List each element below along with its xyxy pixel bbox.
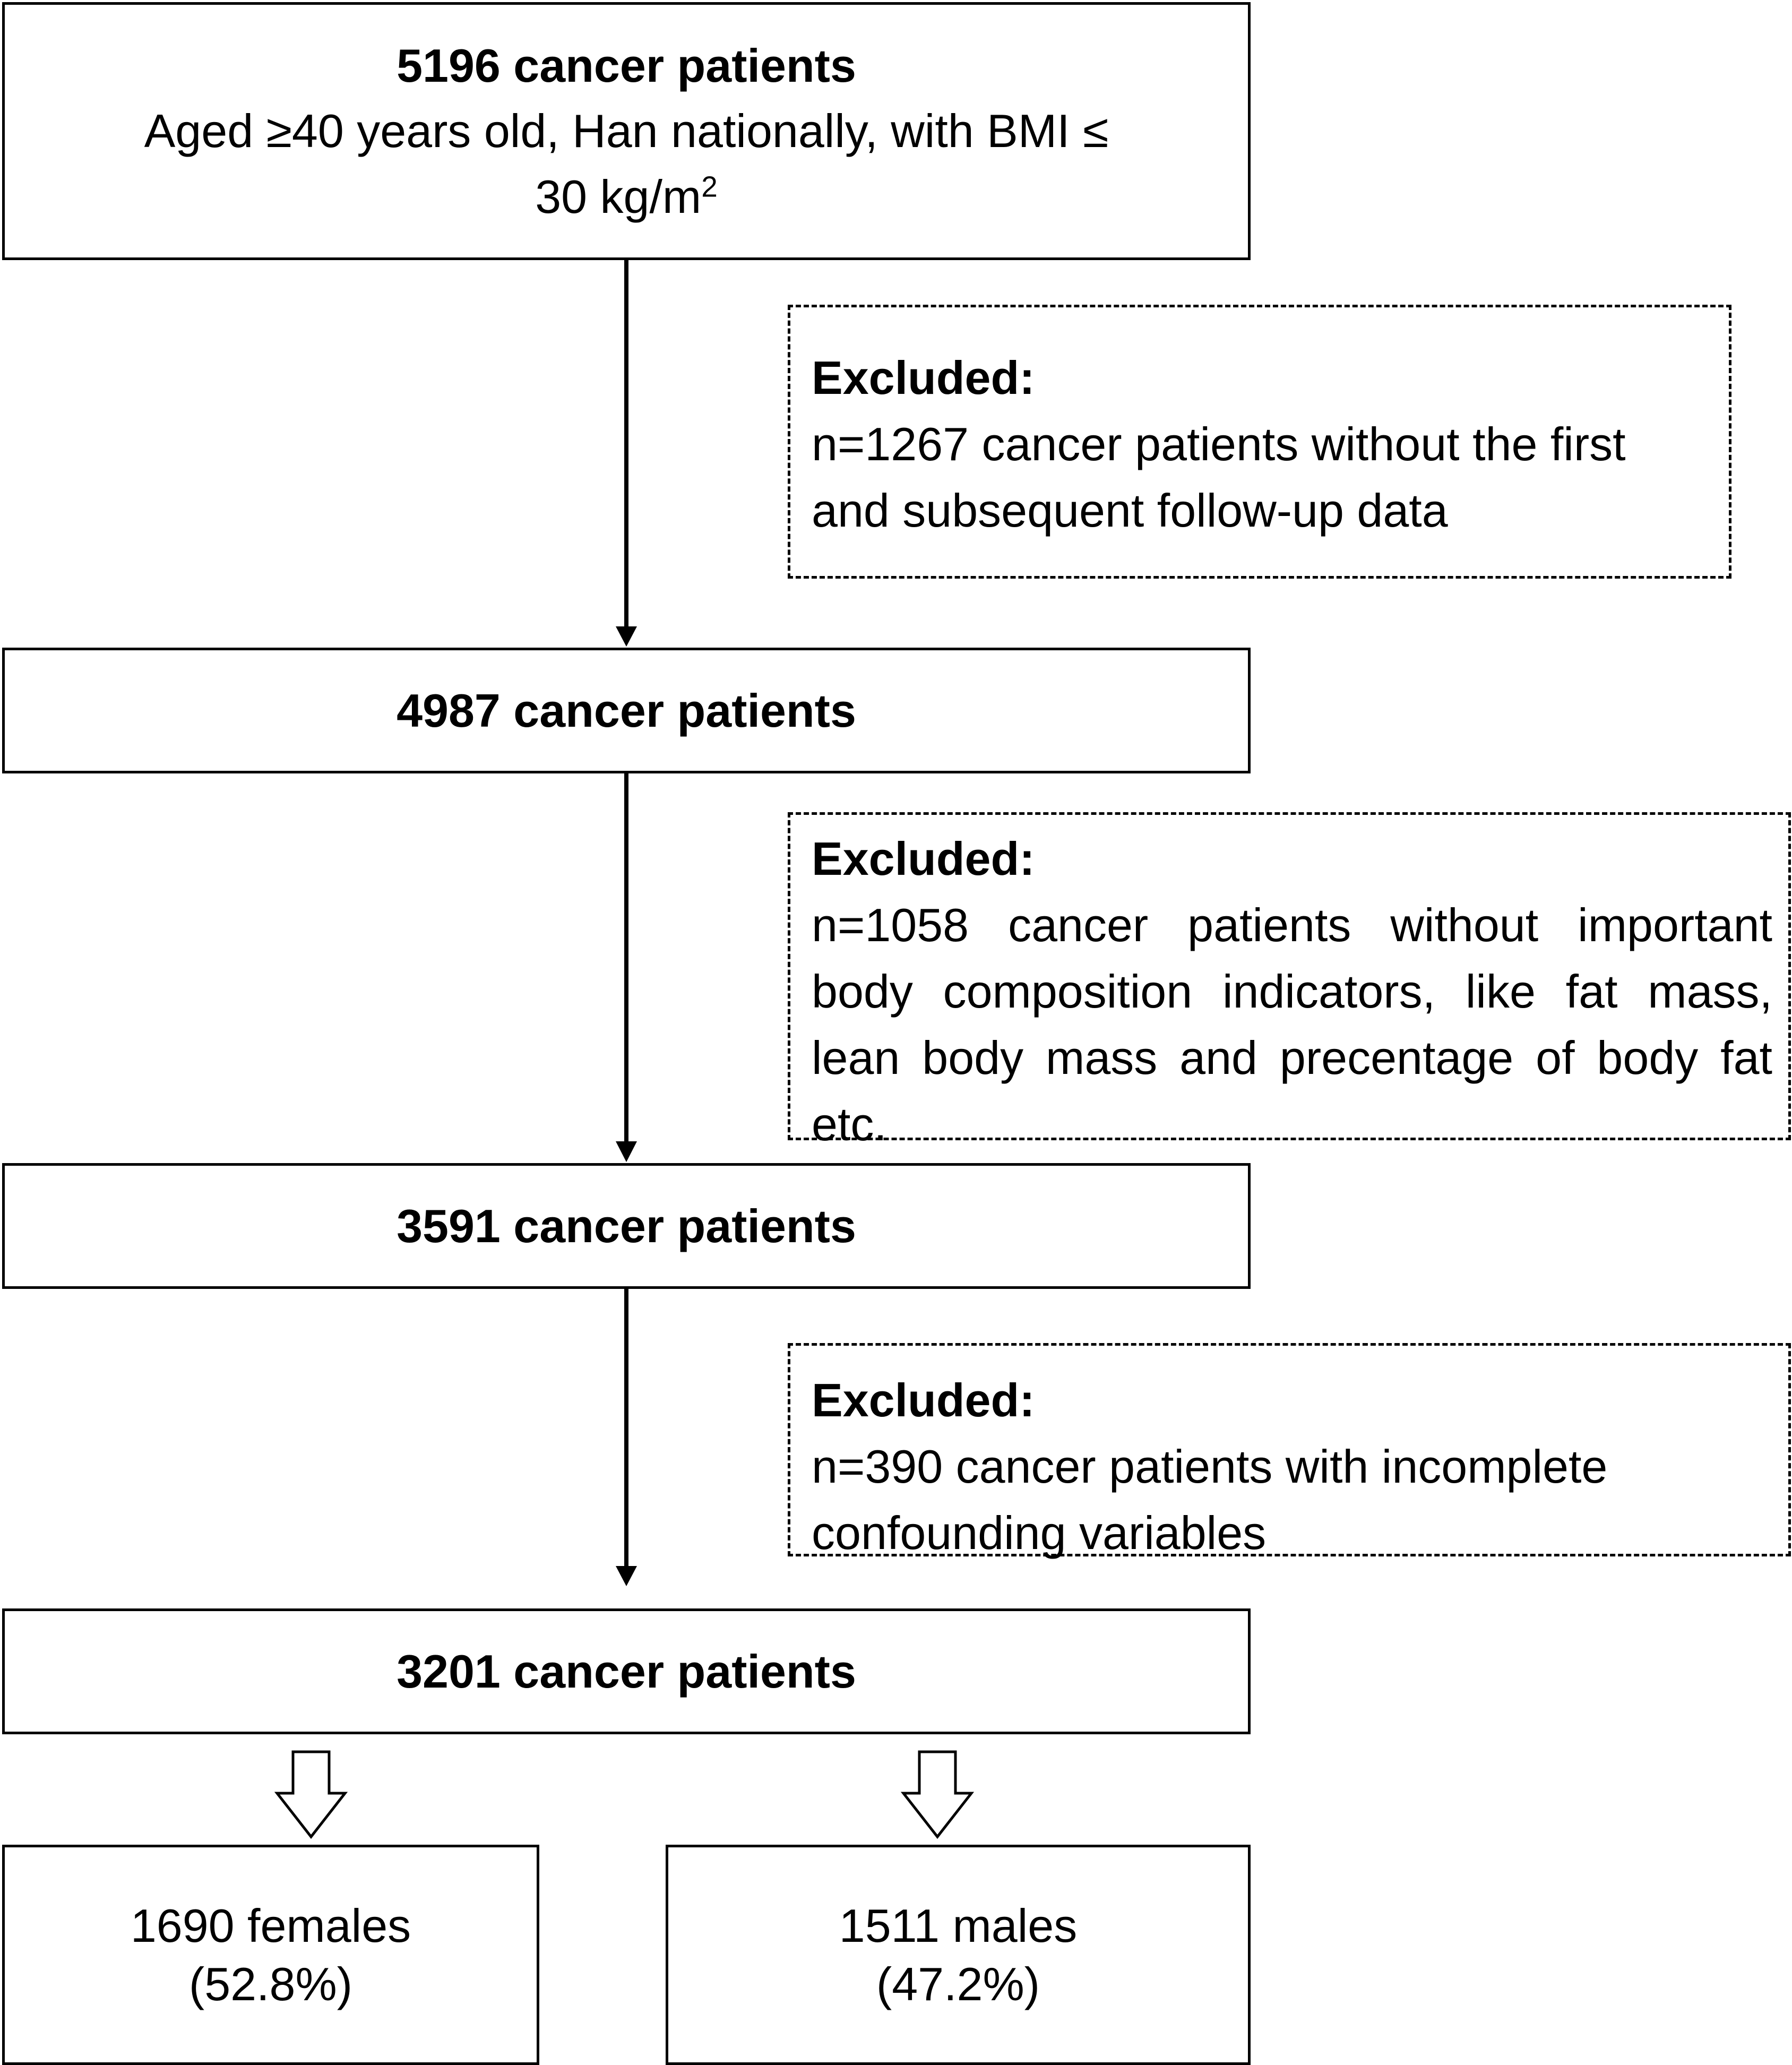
females-count: 1690 females — [130, 1899, 411, 1952]
exclusion-2-text: n=1058 cancer patients without important body composition indicators, like fat mass, lean body mass and precentage of body fat etc. — [812, 899, 1772, 1150]
bmi-superscript: 2 — [701, 170, 718, 203]
exclusion-1-heading: Excluded: — [812, 351, 1035, 404]
box-males — [666, 1845, 1251, 2065]
exclusion-box-2 — [788, 812, 1791, 1150]
box-step2-cohort — [2, 648, 1251, 773]
exclusion-3-heading: Excluded: — [812, 1374, 1035, 1426]
initial-cohort-criteria-line2 — [535, 164, 718, 229]
box-final-cohort — [2, 1608, 1251, 1734]
females-percent: (52.8%) — [188, 1957, 353, 2010]
step3-cohort-title: 3591 cancer patients — [397, 1199, 856, 1252]
arrow-1 — [616, 260, 637, 647]
males-percent: (47.2%) — [876, 1957, 1040, 2010]
step2-cohort-title: 4987 cancer patients — [397, 684, 856, 737]
initial-cohort-criteria-line1: Aged ≥40 years old, Han nationally, with BMI ≤ — [144, 105, 1109, 158]
box-initial-cohort — [2, 2, 1251, 260]
males-count: 1511 males — [839, 1899, 1078, 1952]
exclusion-1-text: n=1267 cancer patients without the first and subsequent follow-up data — [812, 418, 1626, 537]
hollow-arrow-females — [277, 1752, 345, 1837]
exclusion-box-1 — [788, 305, 1731, 579]
box-females — [2, 1845, 539, 2065]
exclusion-3-text: n=390 cancer patients with incomplete confounding variables — [812, 1440, 1608, 1559]
arrow-2 — [616, 773, 637, 1162]
initial-cohort-title: 5196 cancer patients — [397, 39, 856, 92]
exclusion-box-3 — [788, 1343, 1791, 1559]
hollow-arrow-males — [903, 1752, 971, 1837]
arrow-3 — [616, 1289, 637, 1586]
exclusion-2-heading: Excluded: — [812, 832, 1035, 885]
bmi-value: 30 kg/m — [535, 170, 702, 223]
final-cohort-title: 3201 cancer patients — [397, 1645, 856, 1698]
box-step3-cohort — [2, 1163, 1251, 1289]
